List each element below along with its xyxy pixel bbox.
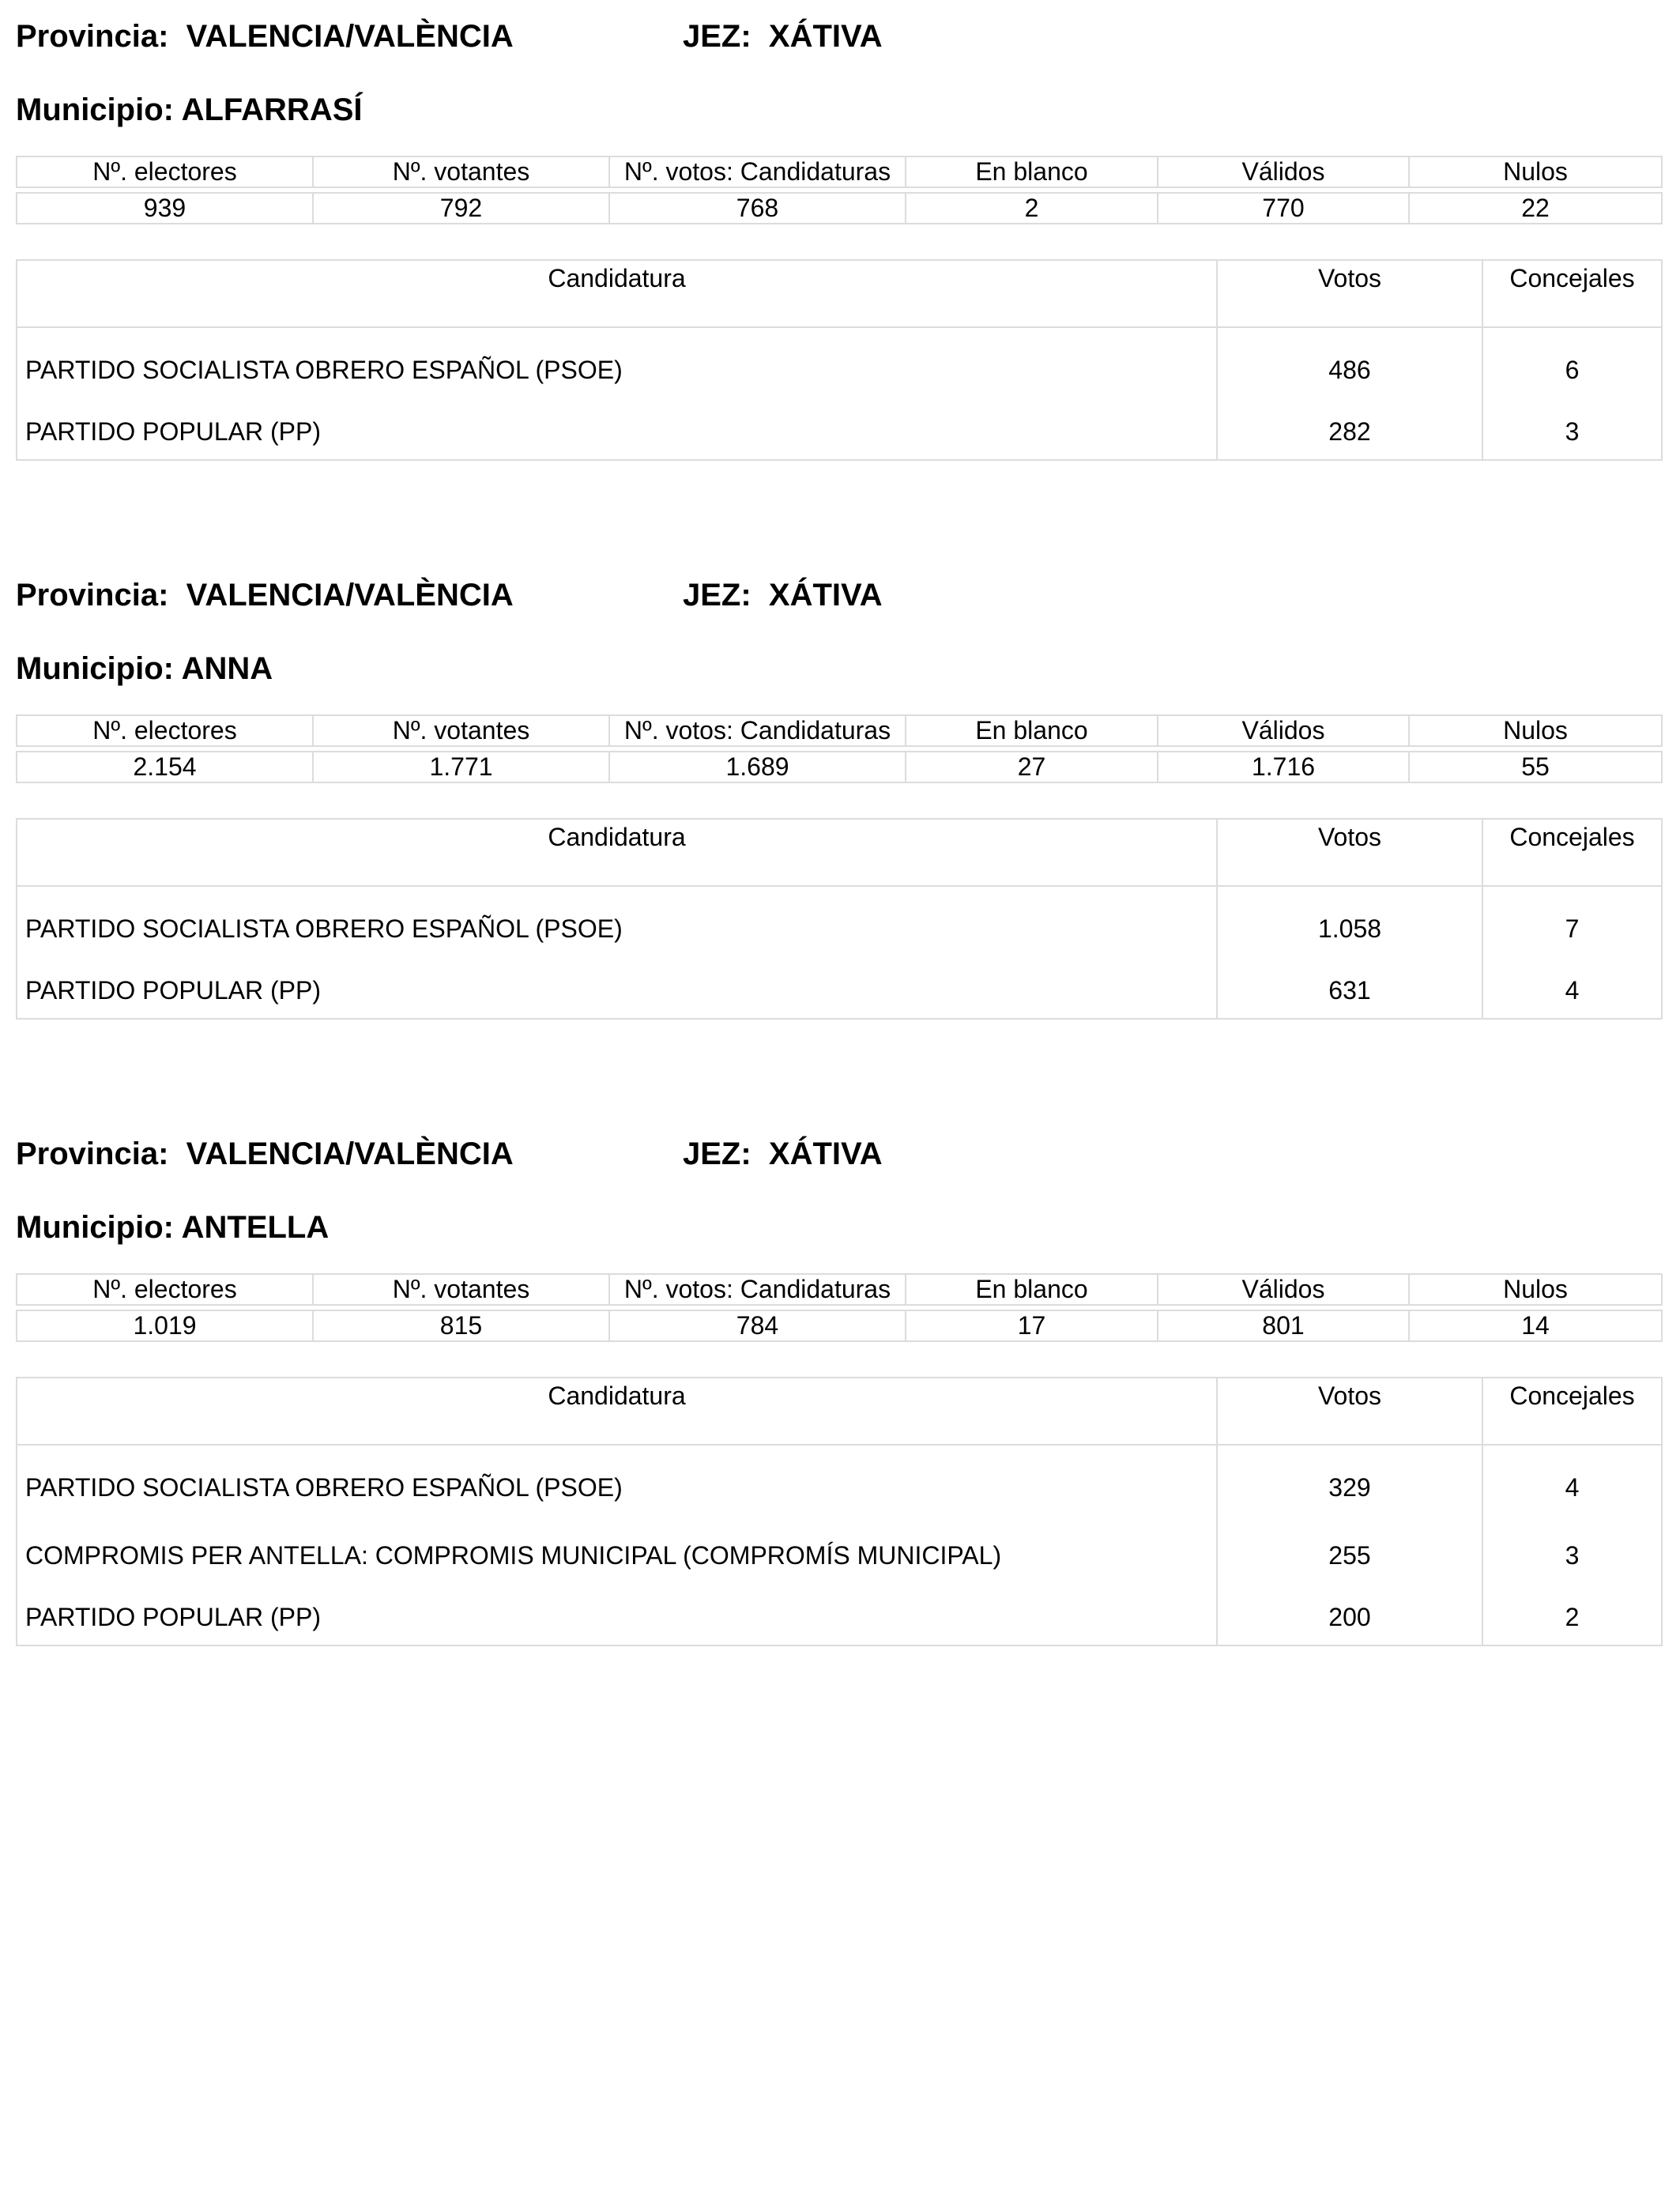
candidature-votes: 631 [1217, 963, 1482, 1019]
candidature-councillors: 3 [1565, 1540, 1580, 1570]
jez-value: XÁTIVA [768, 19, 883, 54]
candidature-councillors: 4 [1565, 975, 1580, 1005]
candidatures-table [16, 259, 1663, 461]
candidatures-header-row [17, 1378, 1662, 1445]
municipality-header [16, 1208, 329, 1246]
candidature-name: PARTIDO SOCIALISTA OBRERO ESPAÑOL (PSOE) [17, 327, 1217, 404]
candidature-name: PARTIDO POPULAR (PP) [17, 404, 1217, 460]
candidature-councillors: 7 [1565, 914, 1580, 943]
stats-header: Nulos [1409, 156, 1662, 187]
municipality-header [16, 91, 363, 129]
stats-value-row [17, 752, 1662, 782]
candidature-votes: 255 [1217, 1521, 1482, 1589]
candidature-name: PARTIDO SOCIALISTA OBRERO ESPAÑOL (PSOE) [17, 886, 1217, 963]
jez-group [683, 17, 883, 55]
stats-value: 1.716 [1158, 752, 1409, 782]
candidature-votes: 329 [1217, 1445, 1482, 1521]
stats-value: 27 [906, 752, 1158, 782]
candidature-votes: 486 [1217, 327, 1482, 404]
candidatures-table [16, 1377, 1663, 1646]
candidature-name: COMPROMIS PER ANTELLA: COMPROMIS MUNICIPAL (COMPROMÍS MUNICIPAL) [17, 1521, 1217, 1589]
stats-header-row [17, 715, 1662, 746]
candidature-row [17, 886, 1662, 963]
stats-value-row [17, 1310, 1662, 1341]
votos-header: Votos [1217, 819, 1482, 886]
stats-value: 55 [1409, 752, 1662, 782]
provincia-label: Provincia: [16, 19, 169, 54]
candidature-votes: 1.058 [1217, 886, 1482, 963]
provincia-value: VALENCIA/VALÈNCIA [186, 19, 514, 54]
candidature-name: PARTIDO SOCIALISTA OBRERO ESPAÑOL (PSOE) [17, 1445, 1217, 1521]
candidature-votes: 282 [1217, 404, 1482, 460]
candidature-name: PARTIDO POPULAR (PP) [17, 963, 1217, 1019]
stats-table [16, 714, 1663, 783]
stats-header: Válidos [1158, 715, 1409, 746]
stats-header-row [17, 1274, 1662, 1305]
candidature-name: PARTIDO POPULAR (PP) [17, 1589, 1217, 1646]
provincia-label: Provincia: [16, 1137, 169, 1171]
municipio-value: ANNA [181, 651, 273, 686]
municipality-header [16, 650, 273, 688]
stats-value: 17 [906, 1310, 1158, 1341]
jez-label: JEZ: [683, 578, 751, 613]
province-header [16, 576, 883, 614]
jez-value: XÁTIVA [768, 1137, 883, 1171]
municipio-label: Municipio: [16, 1210, 174, 1245]
candidature-row [17, 1445, 1662, 1521]
candidature-votes: 200 [1217, 1589, 1482, 1646]
stats-value: 1.019 [17, 1310, 313, 1341]
stats-value: 801 [1158, 1310, 1409, 1341]
stats-header: Nº. votos: Candidaturas [609, 715, 906, 746]
candidature-councillors: 4 [1565, 1472, 1580, 1502]
stats-value: 2.154 [17, 752, 313, 782]
candidature-row [17, 404, 1662, 460]
stats-header: Válidos [1158, 1274, 1409, 1305]
municipio-value: ANTELLA [181, 1210, 330, 1245]
stats-header: Nº. electores [17, 156, 313, 187]
candidature-councillors: 2 [1565, 1602, 1580, 1631]
stats-header: Nº. votos: Candidaturas [609, 156, 906, 187]
stats-value-row [17, 193, 1662, 224]
province-header [16, 17, 883, 55]
stats-header: Nº. votantes [313, 1274, 609, 1305]
stats-value: 770 [1158, 193, 1409, 224]
stats-value: 1.689 [609, 752, 906, 782]
stats-value: 1.771 [313, 752, 609, 782]
concejales-header: Concejales [1482, 260, 1662, 327]
stats-header: Nulos [1409, 1274, 1662, 1305]
stats-table [16, 156, 1663, 224]
stats-header: Nº. votos: Candidaturas [609, 1274, 906, 1305]
provincia-value: VALENCIA/VALÈNCIA [186, 578, 514, 613]
municipio-label: Municipio: [16, 92, 174, 127]
stats-value: 939 [17, 193, 313, 224]
stats-value: 815 [313, 1310, 609, 1341]
candidature-row [17, 1521, 1662, 1589]
jez-label: JEZ: [683, 19, 751, 54]
stats-header: Nº. electores [17, 715, 313, 746]
stats-value: 14 [1409, 1310, 1662, 1341]
candidature-row [17, 327, 1662, 404]
jez-group [683, 1135, 883, 1173]
stats-value: 768 [609, 193, 906, 224]
provincia-value: VALENCIA/VALÈNCIA [186, 1137, 514, 1171]
jez-group [683, 576, 883, 614]
candidatura-header: Candidatura [17, 260, 1217, 327]
municipio-label: Municipio: [16, 651, 174, 686]
candidature-councillors: 6 [1565, 355, 1580, 384]
stats-header: Nº. electores [17, 1274, 313, 1305]
stats-header: Nº. votantes [313, 715, 609, 746]
votos-header: Votos [1217, 260, 1482, 327]
stats-header: En blanco [906, 156, 1158, 187]
province-header [16, 1135, 883, 1173]
stats-value: 792 [313, 193, 609, 224]
concejales-header: Concejales [1482, 819, 1662, 886]
candidature-row [17, 1589, 1662, 1646]
stats-value: 2 [906, 193, 1158, 224]
votos-header: Votos [1217, 1378, 1482, 1445]
stats-header: En blanco [906, 715, 1158, 746]
stats-value: 784 [609, 1310, 906, 1341]
candidatures-header-row [17, 260, 1662, 327]
stats-header: Nulos [1409, 715, 1662, 746]
stats-header: Nº. votantes [313, 156, 609, 187]
candidatures-header-row [17, 819, 1662, 886]
stats-table [16, 1273, 1663, 1342]
jez-value: XÁTIVA [768, 578, 883, 613]
candidatura-header: Candidatura [17, 1378, 1217, 1445]
candidatura-header: Candidatura [17, 819, 1217, 886]
municipio-value: ALFARRASÍ [181, 92, 363, 127]
jez-label: JEZ: [683, 1137, 751, 1171]
stats-header: Válidos [1158, 156, 1409, 187]
candidatures-table [16, 818, 1663, 1020]
stats-header: En blanco [906, 1274, 1158, 1305]
concejales-header: Concejales [1482, 1378, 1662, 1445]
candidature-councillors: 3 [1565, 417, 1580, 446]
stats-value: 22 [1409, 193, 1662, 224]
candidature-row [17, 963, 1662, 1019]
stats-header-row [17, 156, 1662, 187]
provincia-label: Provincia: [16, 578, 169, 613]
